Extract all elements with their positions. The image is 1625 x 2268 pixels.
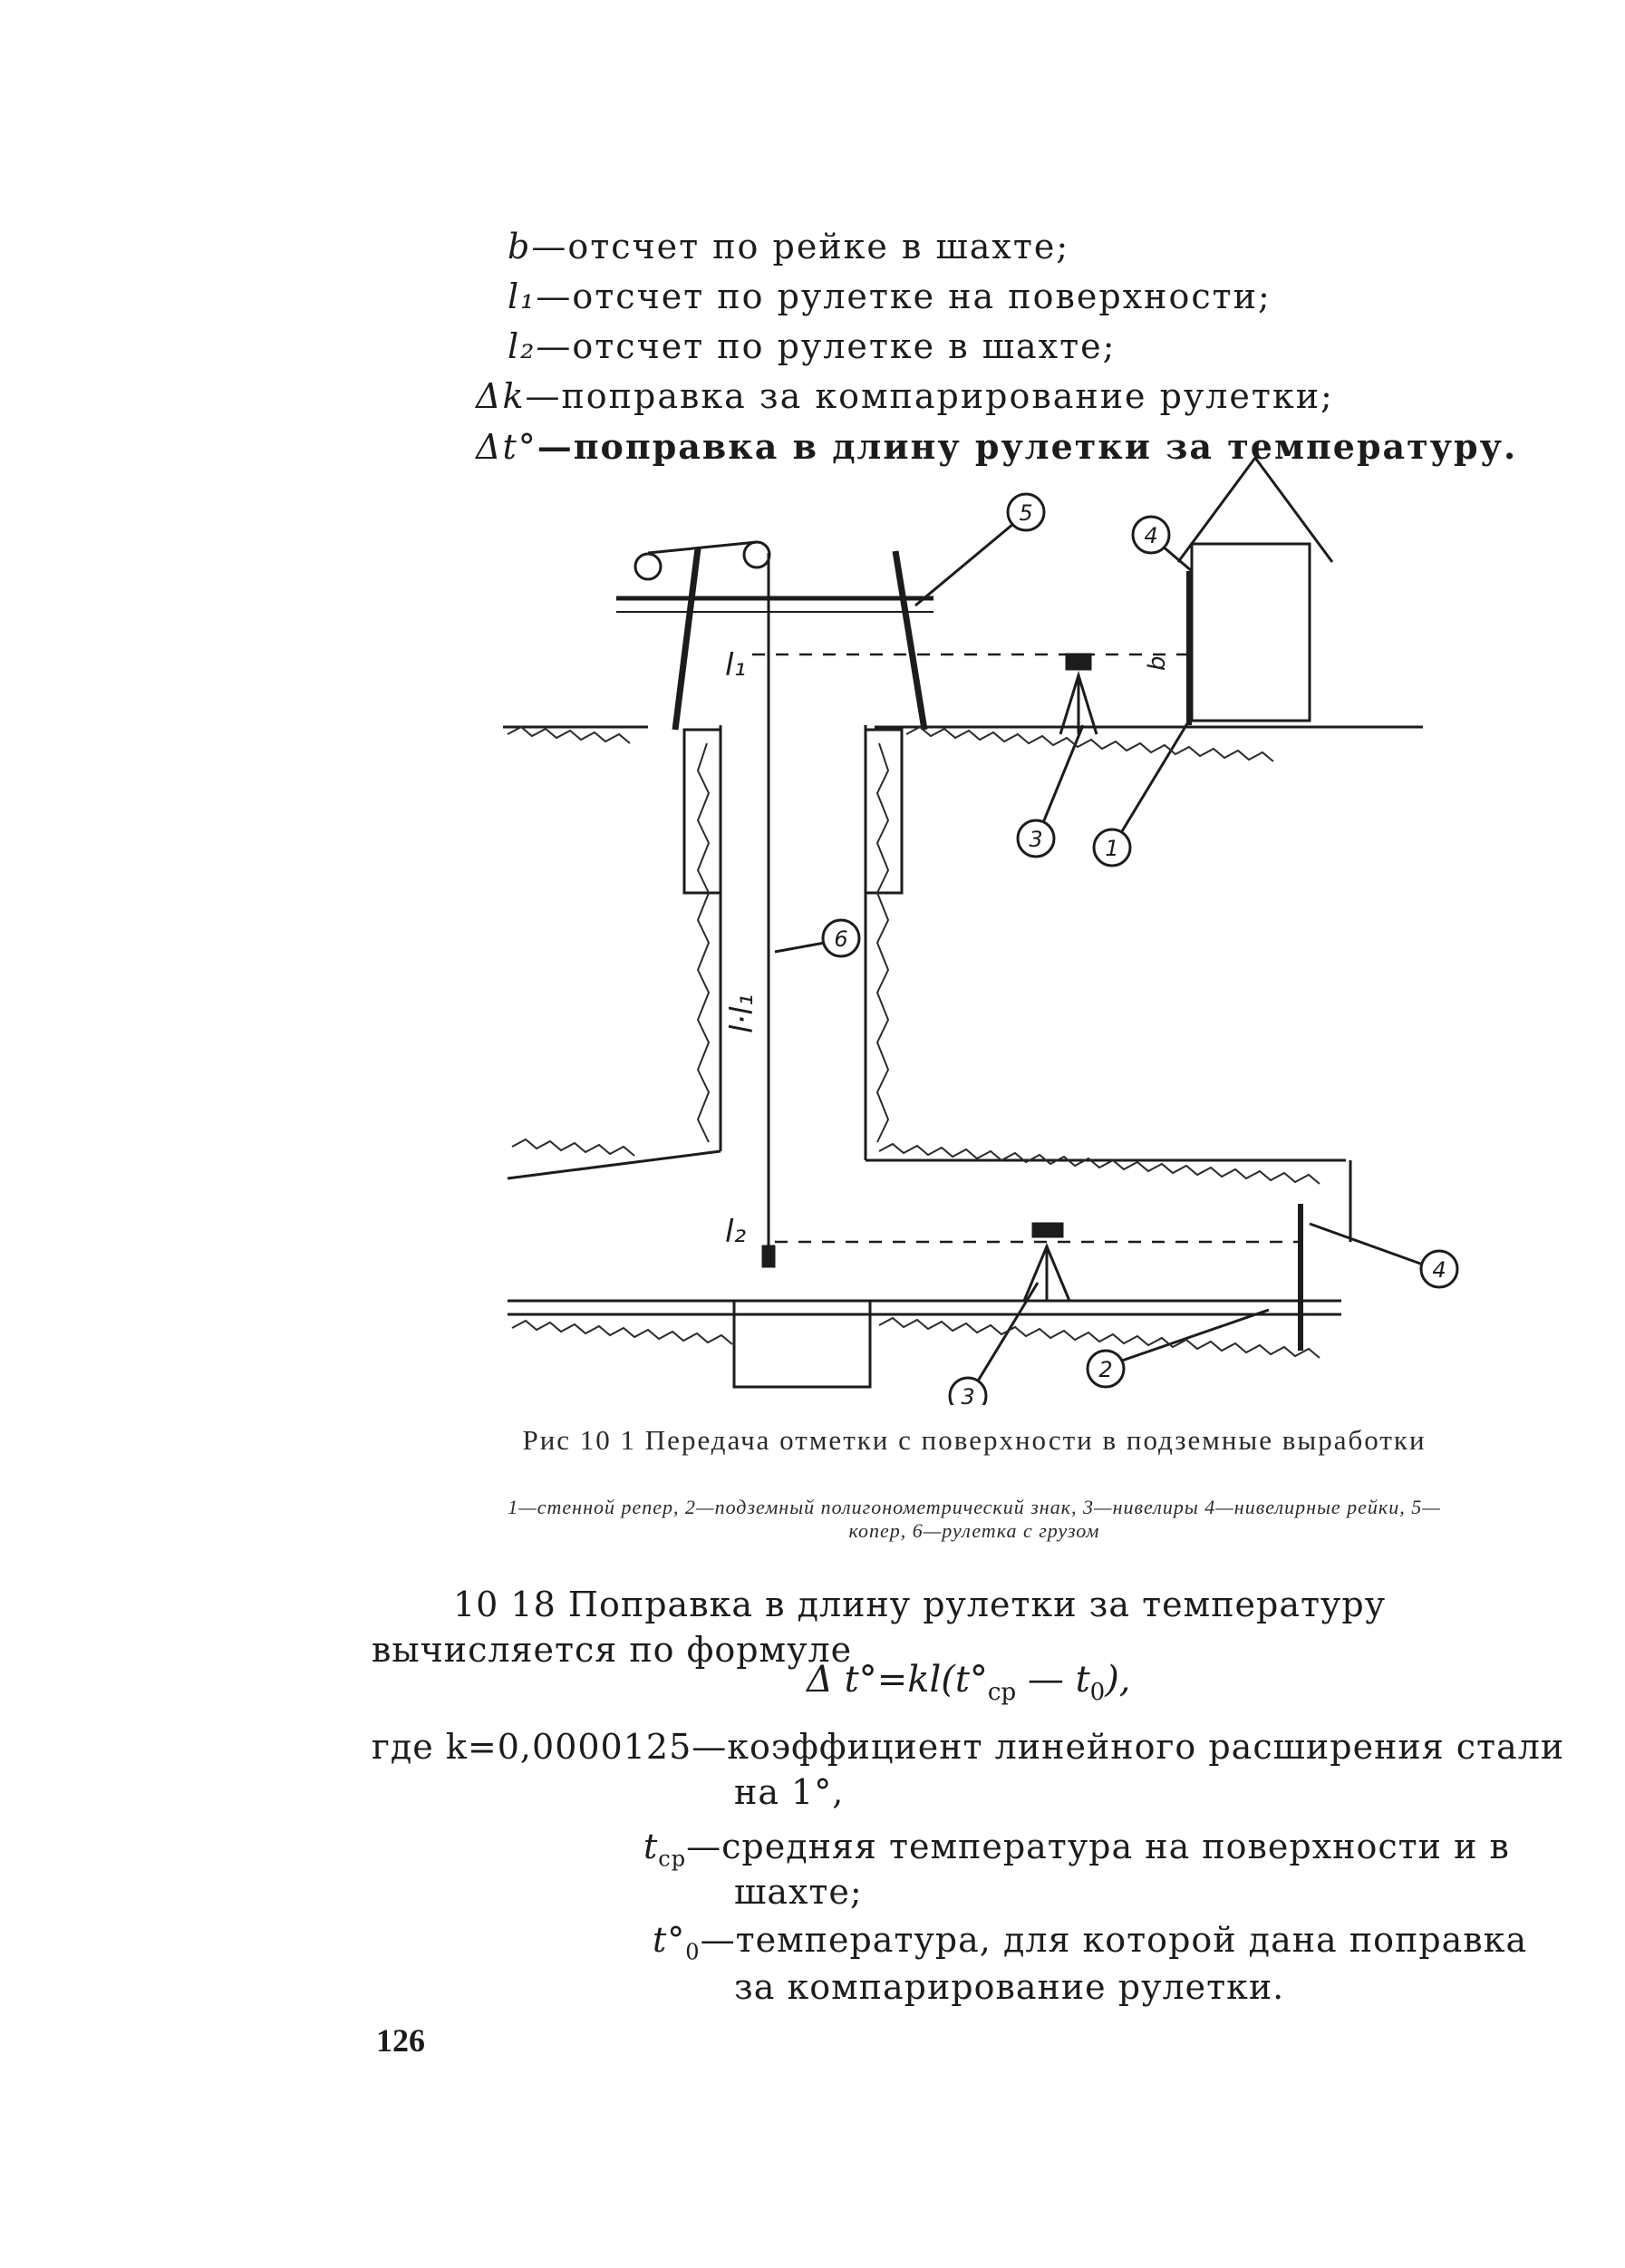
cable-top	[648, 542, 757, 553]
formula: Δ $t^\circ=kl(t^\circ_{ср}$ — $t_0$),	[807, 1659, 1131, 1706]
headframe-leg-left	[675, 548, 698, 730]
callout-3-bottom-label: 3	[961, 1384, 975, 1405]
definition-l2: l₂—отсчет по рулетке в шахте;	[508, 326, 1117, 366]
drift-roof-left	[508, 1151, 721, 1178]
definition-b: b—отсчет по рейке в шахте;	[508, 227, 1070, 267]
where-k-cont: на 1°,	[734, 1772, 845, 1812]
where-t0-cont: за компарирование рулетки.	[734, 1967, 1285, 2007]
rock-hatching	[508, 727, 1320, 1358]
surface-level-head	[1067, 654, 1090, 669]
where-k: где k=0,0000125—коэффициент линейного расширения стали	[372, 1727, 1565, 1767]
winch	[635, 554, 661, 579]
callout-2-label: 2	[1098, 1357, 1113, 1382]
definition-dt: Δt°—поправка в длину рулетки за температуру.	[476, 426, 1518, 467]
paragraph-number: 10 18	[453, 1585, 556, 1624]
leader-6	[775, 943, 825, 952]
callout-4-bottom-label: 4	[1432, 1257, 1446, 1283]
where-tcp: $t_{ср}—средняя$ температура на поверхности и в	[643, 1827, 1510, 1872]
where-t0: $t^\circ_0—температура$, для которой дана поправка	[653, 1920, 1528, 1965]
mine-shaft-diagram	[480, 444, 1468, 1405]
leader-1	[1119, 716, 1192, 836]
figure-caption-legend: 1—стенной репер, 2—подземный полигонометрический знак, 3—нивелиры 4—нивелирные рейки, 5—копер, 6—рулетка с грузом	[508, 1496, 1441, 1542]
page-number: 126	[376, 2022, 425, 2059]
leader-5	[915, 524, 1013, 606]
pulley	[744, 542, 769, 567]
label-ll1: l·l₁	[724, 993, 760, 1033]
leader-4-bottom	[1310, 1224, 1423, 1265]
definition-l1: l₁—отсчет по рулетке на поверхности;	[508, 276, 1272, 316]
callout-3-top-label: 3	[1029, 827, 1043, 852]
where-tcp-cont: шахте;	[734, 1872, 863, 1912]
paragraph-text: Поправка в длину рулетки за температуру вычисляется по формуле	[372, 1585, 1387, 1670]
callout-1-label: 1	[1105, 836, 1119, 861]
headframe-leg-right	[895, 551, 924, 730]
label-l2: l₂	[725, 1214, 747, 1250]
tape-weight	[763, 1246, 774, 1266]
label-l1: l₁	[725, 647, 747, 683]
underground-level-head	[1033, 1224, 1062, 1236]
definition-dk: Δk—поправка за компарирование рулетки;	[476, 376, 1334, 416]
callout-4-top-label: 4	[1144, 523, 1158, 548]
callout-5-label: 5	[1019, 500, 1033, 526]
callout-6-label: 6	[834, 926, 848, 952]
leader-2	[1119, 1310, 1269, 1362]
figure-caption-title: Рис 10 1 Передача отметки с поверхности в подземные выработки	[522, 1424, 1427, 1456]
label-b: b	[1144, 655, 1171, 671]
house	[1192, 544, 1310, 721]
